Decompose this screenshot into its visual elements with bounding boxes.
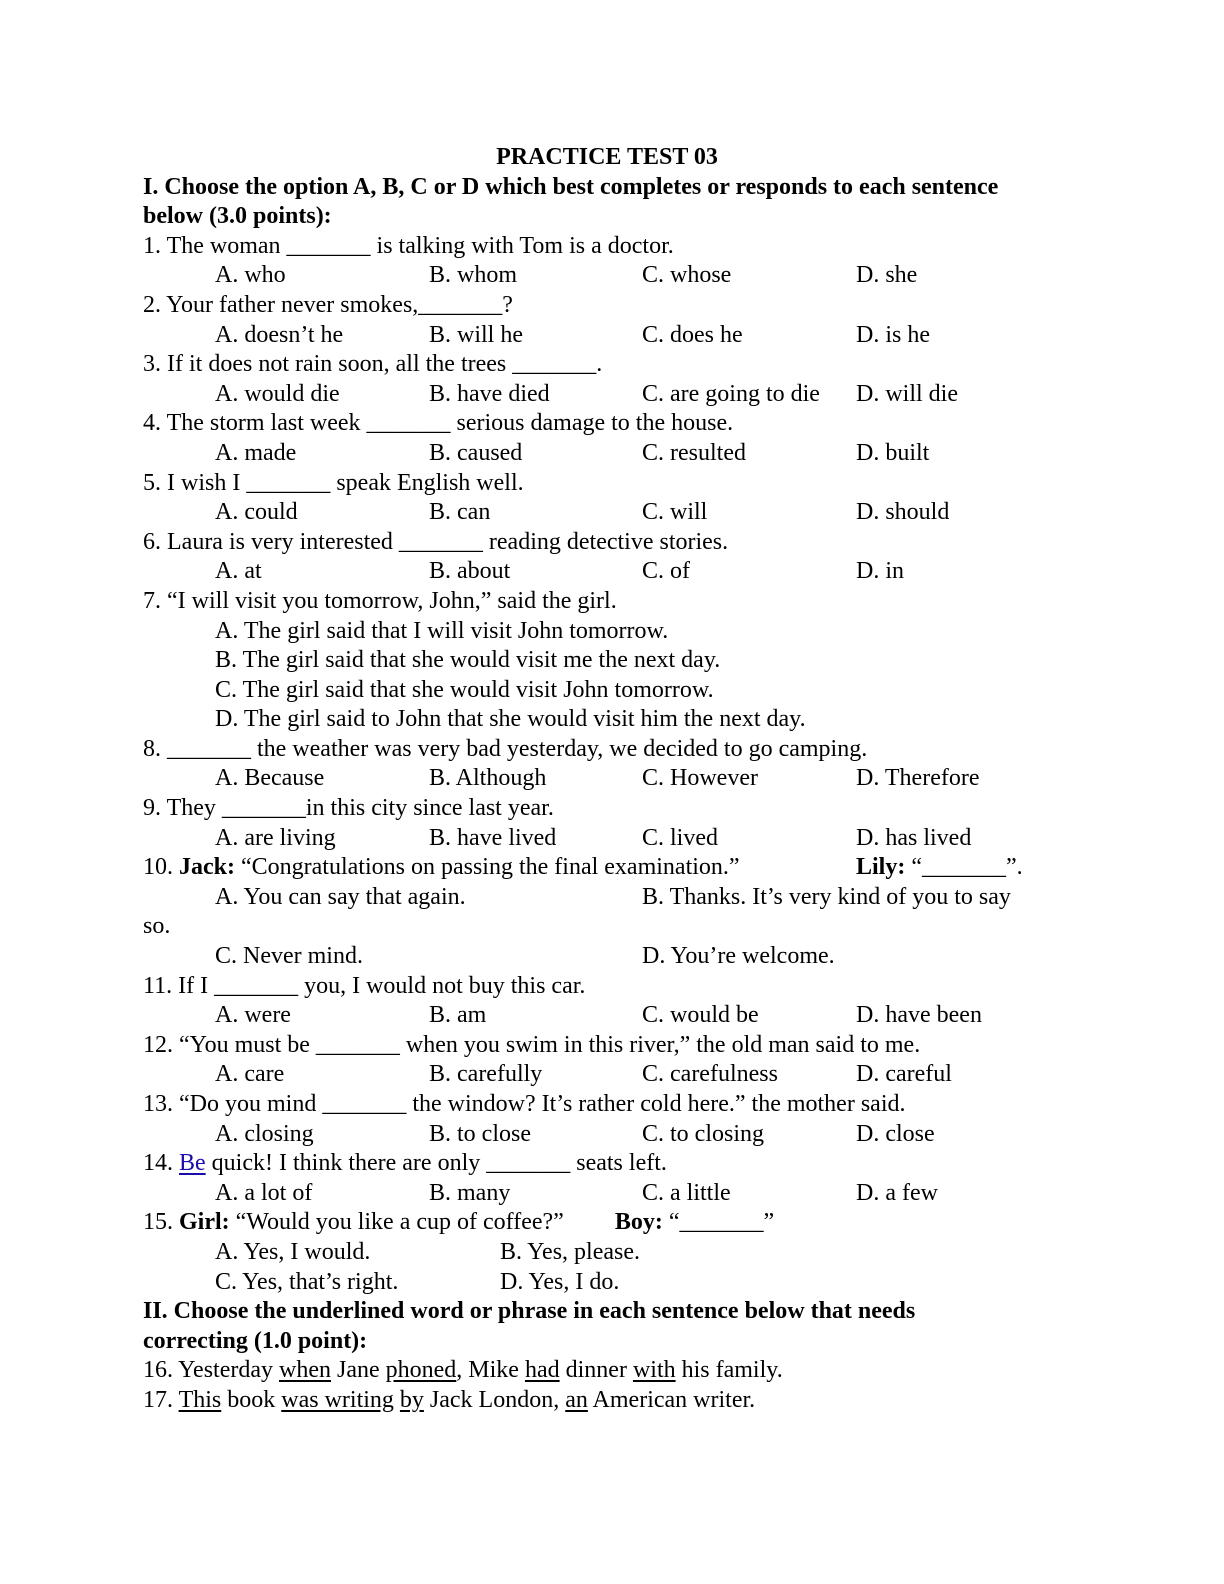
option-a[interactable]: A. The girl said that I will visit John tomorrow. xyxy=(215,617,669,644)
option-c[interactable]: C. are going to die xyxy=(642,380,820,407)
option-c[interactable]: C. will xyxy=(642,499,708,526)
option-c[interactable]: C. would be xyxy=(642,1002,759,1029)
option-b[interactable]: B. can xyxy=(429,499,491,526)
underlined-option-c[interactable]: had xyxy=(524,1357,560,1384)
question-14-options xyxy=(143,1179,1083,1209)
question-2: 2. Your father never smokes,_______? xyxy=(143,291,513,318)
question-10-options-row-2 xyxy=(143,942,1083,972)
option-a[interactable]: A. would die xyxy=(215,380,340,407)
option-d[interactable]: D. careful xyxy=(856,1061,952,1088)
option-c[interactable]: C. Never mind. xyxy=(215,943,363,970)
question-8: 8. _______ the weather was very bad yesterday, we decided to go camping. xyxy=(143,735,868,762)
option-a[interactable]: A. were xyxy=(215,1002,291,1029)
option-c[interactable]: C. a little xyxy=(642,1179,731,1206)
option-b[interactable]: B. carefully xyxy=(429,1061,543,1088)
option-b[interactable]: B. will he xyxy=(429,321,523,348)
question-12: 12. “You must be _______ when you swim in this river,” the old man said to me. xyxy=(143,1031,921,1058)
question-1-options xyxy=(143,261,1083,291)
text-part: book xyxy=(221,1386,282,1413)
section-2-heading-cont: correcting (1.0 point): xyxy=(143,1327,368,1354)
option-d[interactable]: D. Therefore xyxy=(856,765,980,792)
text-part: American writer. xyxy=(587,1386,756,1413)
option-d[interactable]: D. in xyxy=(856,558,904,585)
option-b[interactable]: B. have lived xyxy=(429,824,557,851)
option-b[interactable]: B. Yes, please. xyxy=(500,1238,641,1265)
underlined-option-b[interactable]: was writing xyxy=(281,1386,394,1413)
option-b[interactable]: B. about xyxy=(429,558,511,585)
question-number: 10. xyxy=(143,854,173,881)
option-c[interactable]: C. does he xyxy=(642,321,743,348)
question-16 xyxy=(143,1356,1083,1386)
option-c[interactable]: C. carefulness xyxy=(642,1061,778,1088)
option-b[interactable]: B. Although xyxy=(429,765,547,792)
question-3-options xyxy=(143,380,1083,410)
dialogue-line-1: “Congratulations on passing the final examination.” xyxy=(241,854,740,881)
option-b[interactable]: B. to close xyxy=(429,1120,531,1147)
underlined-option-d[interactable]: with xyxy=(632,1357,676,1384)
option-c[interactable]: C. to closing xyxy=(642,1120,765,1147)
speaker-lily: Lily: xyxy=(856,854,906,881)
text-part: his family. xyxy=(675,1357,783,1384)
option-c[interactable]: C. resulted xyxy=(642,439,746,466)
option-a[interactable]: A. You can say that again. xyxy=(215,883,466,910)
speaker-jack: Jack: xyxy=(179,854,235,881)
question-6-options xyxy=(143,557,1083,587)
be-link[interactable]: Be xyxy=(179,1150,206,1177)
option-d[interactable]: D. Yes, I do. xyxy=(500,1268,620,1295)
dialogue-blank: “_______” xyxy=(668,1209,775,1236)
option-a[interactable]: A. are living xyxy=(215,824,336,851)
section-2-heading: II. Choose the underlined word or phrase in each sentence below that needs xyxy=(143,1298,916,1325)
option-b[interactable]: B. caused xyxy=(429,439,523,466)
option-a[interactable]: A. made xyxy=(215,439,297,466)
question-number: 14. xyxy=(143,1150,173,1177)
question-8-options xyxy=(143,764,1083,794)
underlined-option-c[interactable]: by xyxy=(399,1386,424,1413)
option-d[interactable]: D. have been xyxy=(856,1002,982,1029)
underlined-option-a[interactable]: This xyxy=(178,1386,222,1413)
option-a[interactable]: A. at xyxy=(215,558,262,585)
underlined-option-b[interactable]: phoned xyxy=(385,1357,457,1384)
question-17 xyxy=(143,1386,1083,1416)
question-15-options-row-2 xyxy=(143,1268,1083,1298)
option-a[interactable]: A. who xyxy=(215,262,286,289)
question-5-options xyxy=(143,498,1083,528)
text-part: dinner xyxy=(559,1357,633,1384)
question-10-options-row-1 xyxy=(143,883,1083,913)
question-4-options xyxy=(143,439,1083,469)
dialogue-line-1: “Would you like a cup of coffee?” xyxy=(235,1209,564,1236)
option-d[interactable]: D. will die xyxy=(856,380,958,407)
option-a[interactable]: A. Because xyxy=(215,765,325,792)
question-13: 13. “Do you mind _______ the window? It’s rather cold here.” the mother said. xyxy=(143,1091,906,1117)
text-part: Jack London, xyxy=(423,1386,566,1413)
option-d[interactable]: D. The girl said to John that she would visit him the next day. xyxy=(215,706,806,733)
option-a[interactable]: A. Yes, I would. xyxy=(215,1238,371,1265)
question-15 xyxy=(143,1208,1083,1238)
option-b[interactable]: B. am xyxy=(429,1002,487,1029)
question-5: 5. I wish I _______ speak English well. xyxy=(143,469,524,496)
option-d[interactable]: D. built xyxy=(856,439,930,466)
question-7: 7. “I will visit you tomorrow, John,” said the girl. xyxy=(143,587,617,614)
option-c[interactable]: C. The girl said that she would visit John tomorrow. xyxy=(215,676,714,703)
question-6: 6. Laura is very interested _______ reading detective stories. xyxy=(143,528,729,555)
question-2-options xyxy=(143,321,1083,351)
option-a[interactable]: A. closing xyxy=(215,1120,314,1147)
text-part: 17. xyxy=(143,1386,179,1413)
text-part: , Mike xyxy=(456,1357,525,1384)
page-title: PRACTICE TEST 03 xyxy=(496,144,718,170)
option-d[interactable]: D. should xyxy=(856,499,950,526)
question-3: 3. If it does not rain soon, all the trees _______. xyxy=(143,351,603,378)
speaker-boy: Boy: xyxy=(614,1209,663,1236)
question-11-options xyxy=(143,1001,1083,1031)
speaker-girl: Girl: xyxy=(179,1209,230,1236)
question-text: quick! I think there are only _______ seats left. xyxy=(211,1150,667,1177)
option-d[interactable]: D. a few xyxy=(856,1179,938,1206)
text-part: Jane xyxy=(330,1357,386,1384)
question-14 xyxy=(143,1149,1083,1179)
option-a[interactable]: A. doesn’t he xyxy=(215,321,344,348)
option-b[interactable]: B. many xyxy=(429,1179,511,1206)
option-a[interactable]: A. care xyxy=(215,1061,285,1088)
option-b[interactable]: B. have died xyxy=(429,380,550,407)
option-b[interactable]: B. whom xyxy=(429,262,518,289)
option-c[interactable]: C. However xyxy=(642,765,758,792)
option-a[interactable]: A. a lot of xyxy=(215,1179,313,1206)
option-c[interactable]: C. of xyxy=(642,558,690,585)
text-part: 16. Yesterday xyxy=(143,1357,279,1384)
question-1: 1. The woman _______ is talking with Tom is a doctor. xyxy=(143,232,674,259)
question-13-options xyxy=(143,1120,1083,1150)
option-d[interactable]: D. she xyxy=(856,262,918,289)
question-9-options xyxy=(143,824,1083,854)
question-12-options xyxy=(143,1060,1083,1090)
question-4: 4. The storm last week _______ serious damage to the house. xyxy=(143,410,734,437)
question-11: 11. If I _______ you, I would not buy this car. xyxy=(143,972,586,999)
option-b[interactable]: B. The girl said that she would visit me the next day. xyxy=(215,647,721,674)
option-c[interactable]: C. whose xyxy=(642,262,732,289)
underlined-option-d[interactable]: an xyxy=(565,1386,588,1413)
option-d[interactable]: D. close xyxy=(856,1120,935,1147)
question-10 xyxy=(143,853,1083,883)
dialogue-blank: “_______”. xyxy=(911,854,1023,881)
option-d[interactable]: D. is he xyxy=(856,321,930,348)
option-c[interactable]: C. lived xyxy=(642,824,718,851)
option-b[interactable]: B. Thanks. It’s very kind of you to say xyxy=(642,883,1011,910)
test-page xyxy=(143,143,1083,1416)
option-c[interactable]: C. Yes, that’s right. xyxy=(215,1268,399,1295)
question-9: 9. They _______in this city since last year. xyxy=(143,795,554,822)
underlined-option-a[interactable]: when xyxy=(279,1357,331,1384)
option-d[interactable]: D. has lived xyxy=(856,824,972,851)
question-15-options-row-1 xyxy=(143,1238,1083,1268)
option-d[interactable]: D. You’re welcome. xyxy=(642,943,835,970)
option-a[interactable]: A. could xyxy=(215,499,298,526)
question-number: 15. xyxy=(143,1209,173,1236)
option-b-continuation: so. xyxy=(143,913,171,940)
section-1-heading-cont: below (3.0 points): xyxy=(143,203,332,230)
section-1-heading: I. Choose the option A, B, C or D which best completes or responds to each sentence xyxy=(143,173,999,200)
